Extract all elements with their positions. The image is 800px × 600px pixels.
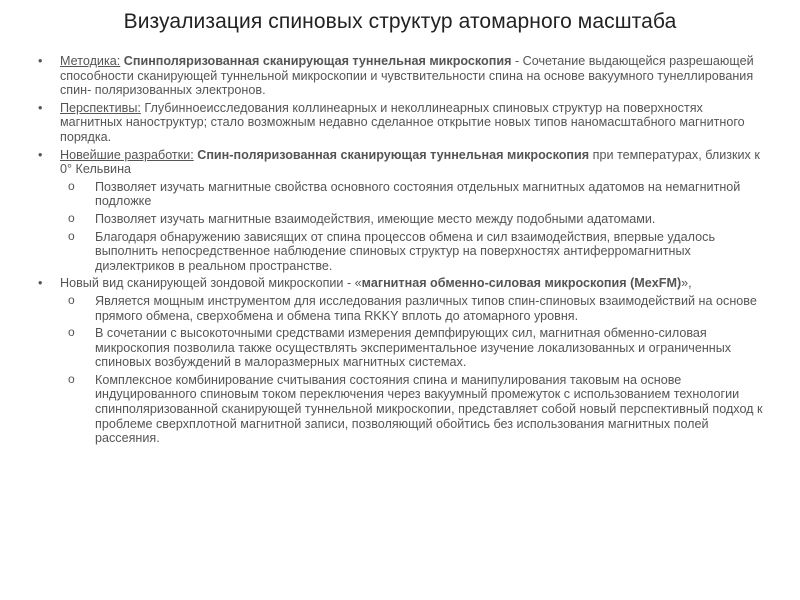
slide-content	[38, 54, 768, 449]
sub-bullet-icon: o	[68, 292, 75, 307]
item-bold-text: Спин-поляризованная сканирующая туннельная микроскопия	[197, 147, 590, 162]
item-text-pre: Новый вид сканирующей зондовой микроскопии - «	[60, 276, 362, 291]
item-text: при температурах, близких к 0° Кельвина	[60, 147, 760, 177]
item-bold-text: Спинполяризованная сканирующая туннельная микроскопия	[123, 54, 512, 68]
item-bold-text: магнитная обменно-силовая микроскопия (MexFM)	[361, 276, 682, 291]
sub-item-text: Благодаря обнаружению зависящих от спина процессов обмена и сил взаимодействия, впервые удалось выполнить непосредственное наблюдение спиновых структур на поверхностях антиферромагнитных диэлектриков в реальном пространстве.	[95, 229, 716, 273]
sub-item	[38, 230, 768, 274]
item-label: Новейшие разработки:	[60, 147, 194, 162]
bullet-item-mexfm	[38, 276, 768, 291]
sub-item	[38, 180, 768, 209]
bullet-item-methodology	[38, 54, 768, 98]
bullet-icon: •	[38, 100, 43, 115]
sub-item-text: Комплексное комбинирование считывания состояния спина и манипулирования таковым на основе индуцированного спиновым током переключения через вакуумный промежуток с использованием технологии спинполяризованной сканирующей туннельной микроскопии, представляет собой новый перспективный подход к проблеме сверхплотной магнитной записи, позволяющий обойтись без использования магнитных полей рассеяния.	[95, 372, 763, 446]
sub-item	[38, 373, 768, 446]
sub-item-text: Позволяет изучать магнитные взаимодействия, имеющие место между подобными адатомами.	[95, 211, 656, 226]
item-text: - Сочетание выдающейся разрешающей способности сканирующей туннельной микроскопии и чувствительности спина на основе вакуумного тунеллирования спин- поляризованных электронов.	[60, 54, 754, 98]
item-label: Методика:	[60, 54, 121, 68]
sub-bullet-icon: o	[68, 325, 75, 340]
sub-bullet-icon: o	[68, 178, 75, 193]
sub-item-text: Позволяет изучать магнитные свойства основного состояния отдельных магнитных адатомов на немагнитной подложке	[95, 179, 741, 209]
bullet-item-prospects	[38, 101, 768, 145]
sub-bullet-icon: o	[68, 371, 75, 386]
sub-item	[38, 212, 768, 227]
sub-item-text: Является мощным инструментом для исследования различных типов спин-спиновых взаимодействий на основе прямого обмена, сверхобмена и обмена типа RKKY вплоть до атомарного уровня.	[95, 293, 757, 323]
item-label: Перспективы:	[60, 100, 141, 115]
sub-item	[38, 294, 768, 323]
sub-item-text: В сочетании с высокоточными средствами измерения демпфирующих сил, магнитная обменно-силовая микроскопия позволила также осуществлять экспериментальное изучение локализованных и ограниченных спиновых возбуждений в малоразмерных магнитных системах.	[95, 326, 732, 370]
item-text: »,	[681, 276, 692, 291]
item-text: Глубинноеисследования коллинеарных и неколлинеарных спиновых структур на поверхностях магнитных наноструктур; стало возможным недавно сделанное открытие новых типов наномасштабного магнитного порядка.	[60, 100, 745, 144]
sub-bullet-icon: o	[68, 228, 75, 243]
sub-item	[38, 326, 768, 370]
slide-title: Визуализация спиновых структур атомарного масштаба	[123, 10, 677, 33]
bullet-icon: •	[38, 54, 43, 68]
sub-bullet-icon: o	[68, 210, 75, 225]
bullet-icon: •	[38, 147, 43, 162]
bullet-item-latest-developments	[38, 148, 768, 177]
bullet-icon: •	[38, 276, 43, 291]
